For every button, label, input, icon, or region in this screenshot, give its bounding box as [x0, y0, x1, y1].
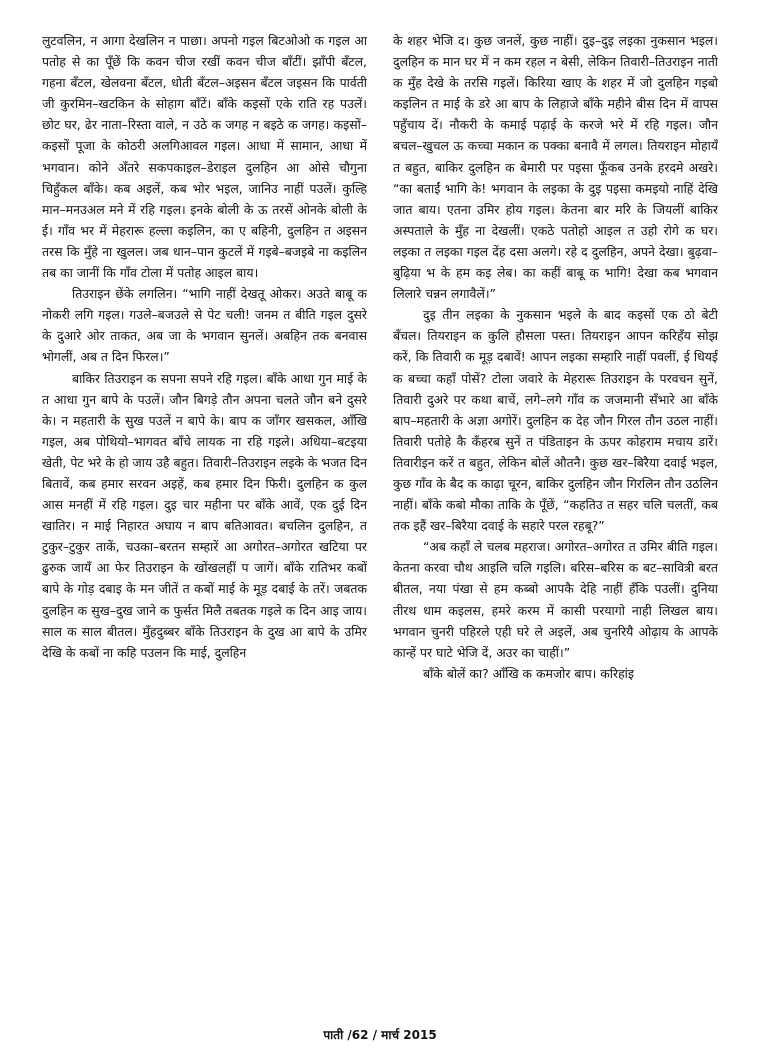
paragraph: बाँके बोलें का? आँखि क कमजोर बाप। करिहांइ [423, 665, 634, 681]
left-column [42, 30, 367, 1002]
article-body [42, 30, 718, 1002]
paragraph: “अब कहाँ ले चलब महराज। अगोरत–अगोरत त उमिर बीति गइल। केतना करवा चौथ आइलि चलि गइलि। बरिस–बरिस क बट–सावित्री बरत बीतल, नया पंखा से हम कब्बो आपकै देहि नाहीं हँकि पउलीं। दुनिया तीरथ धाम कइलस, हमरे करम में कासी परयागो नाही लिखल बाय। भगवान चुनरी पहिरले एही घरे ले अइलें, अब चुनरियै ओढ़ाय के आपके कान्हें पर घाटे भेजि दें, अउर का चाहीं।” [393, 539, 718, 660]
page-footer: पाती /62 / मार्च 2015 [323, 1028, 437, 1042]
paragraph: के शहर भेजि द। कुछ जनलें, कुछ नाहीं। दुइ–दुइ लइका नुकसान भइल। दुलहिन क मान घर में न कम रहल न बेसी, लेकिन तिवारी–तिउराइन नाती क मुँह देखे के तरसि गइलें। किरिया खाए के शहर में जो दुलहिन गइबो कइलिन त माई के डरे आ बाप के लिहाजे बाँके महीने बीस दिन में वापस पहुँचाय दें। नौकरी के कमाई पढ़ाई के करजे भरे में रहि गइल। जौन बचल–खुचल ऊ कच्चा मकान क पक्का बनावै में लगल। तियराइन मोहायँ त बहुत, बाकिर दुलहिन क बेमारी पर पइसा फूँकब उनके हरदमे अखरे। “का बताईं भागि के! भगवान के लइका के दुइ पइसा कमइयो नाहिं देखि जात बाय। एतना उमिर होय गइल। केतना बार मरि के जियलीं बाकिर अस्पताले के मुँह ना देखलीं। एकठे पतोहो आइल त उहो रोगे क घर। लइका त लइका गइल देंह दसा अलगे। रहे द दुलहिन, अपने देखा। बुढ़वा–बुढ़िया भ के हम कइ लेब। का कहीं बाबू क भागि! देखा कब भगवान लिलारे चन्नन लगावैलें।” [393, 33, 718, 302]
paragraph: लुटवलिन, न आगा देखलिन न पाछा। अपनो गइल बिटओओ क गइल आ पतोह से का पूँछें कि कवन चीज रखीं कवन चीज बाँटीं। झाँपी बँटल, गहना बँटल, खेलवना बँटल, धोती बँटल–अइसन बँटल जइसन कि पार्वती जी कुरमिन–खटकिन के सोहाग बाँटें। बाँके कइसों एके राति रह पउलें। छोट घर, ढेर नाता–रिस्ता वाले, न उठे क जगह न बइठे क जगह। कइसों–कइसों पूजा के कोठरी अलगिआवल गइल। आधा में सामान, आधा में भगवान। कोने अँतरे सकपकाइल–डेराइल दुलहिन आ ओसे चौगुना चिहुँकल बाँके। कब अइलें, कब भोर भइल, जानिउ नाहीं पउलें। कुल्हि मान–मनउअल मने में रहि गइल। इनके बोली के ऊ तरसें ओनके बोली के ई। गाँव भर में मेहरारू हल्ला कइलिन, का ए बहिनी, दुलहिन त अइसन तरस कि मुँहे ना खुलल। जब धान–पान कुटलें में गइबे–बजइबे ना कइलिन तब का जानीं कि गाँव टोला में पतोह आइल बाय। [42, 33, 367, 281]
paragraph: तिउराइन छेंके लगलिन। “भागि नाहीं देखतू ओकर। अउते बाबू क नोकरी लगि गइल। गउले–बजउले से पेट चली! जनम त बीति गइल दुसरे के दुआरे ओर ताकत, अब जा के भगवान सुनलें। अबहिन तक बनवास भोगलीं, अब त दिन फिरल।” [42, 286, 367, 365]
paragraph: दुइ तीन लइका के नुकसान भइले के बाद कइसों एक ठो बेटी बँचल। तियराइन क कुलि हौसला पस्त। तियराइन आपन करिहँय सोझ करें, कि तिवारी क मूड़ दबावें! आपन लइका सम्हारि नाहीं पवलीं, ई धियई क बच्चा कहाँ पोसें? टोला जवारे के मेहरारू तिउराइन के परवचन सुनें, तिवारी दुअरे पर कथा बाचें, लगे–लगे गाँव क जजमानी सँभारे आ बाँके बाप–महतारी के अज्ञा अगोरें। दुलहिन क देह जौन गिरल तौन उठल नाहीं। तिवारी पतोहे कै कँहरब सुनें त पंडिताइन के ऊपर कोहराम मचाय डारें। तिवारीइन करें त बहुत, लेकिन बोलें औतनै। कुछ खर–बिरैया दवाई भइल, कुछ गाँव के बैद क काढ़ा चूरन, बाकिर दुलहिन जौन गिरलिन तौन उठलिन नाहीं। बाँके कबो मौका ताकि के पूँछें, “कहतिउ त सहर चलि चलतीं, कब तक इहैं खर–बिरैया दवाई के सहारे परल रहबू?” [393, 307, 718, 534]
right-column [393, 30, 718, 1002]
paragraph: बाकिर तिउराइन क सपना सपने रहि गइल। बाँके आधा गुन माई के त आधा गुन बापे के पउलें। जौन बिगड़े तौन अपना चलते जौन बने दुसरे के। न महतारी के सुख पउलें न बापे के। बाप क जाँगर खसकल, आँखि गइल, अब पोथियो–भागवत बाँचे लायक ना रहि गइले। अधिया–बटइया खेती, पेट भरे के हो जाय उहै बहुत। तिवारी–तिउराइन लइके के भजत दिन बितावें, कब हमार सरवन अइहें, कब हमार दिन फिरी। दुलहिन क कुल आस मनहीं में रहि गइल। दुइ चार महीना पर बाँके आवें, एक दुई दिन खातिर। न माई निहारत अघाय न बाप बतिआवत। बचलिन दुलहिन, त टुकुर–टुकुर ताकें, चउका–बरतन सम्हारें आ अगोरत–अगोरत खटिया पर ढुरुक जायँ आ फेर तिउराइन के खोंखलहीं प जागें। बाँके रातिभर कबों बापे के गोड़ दबाइ के मन जीतें त कबों माई के मूड़ दबाई के तरें। जबतक दुलहिन क सुख–दुख जाने क फुर्सत मिलै तबतक गइले क दिन आइ जाय। साल क साल बीतल। मुँहदुब्बर बाँके तिउराइन के दुख आ बापे के उमिर देखि के कबों ना कहि पउलन कि माई, दुलहिन [42, 370, 367, 660]
